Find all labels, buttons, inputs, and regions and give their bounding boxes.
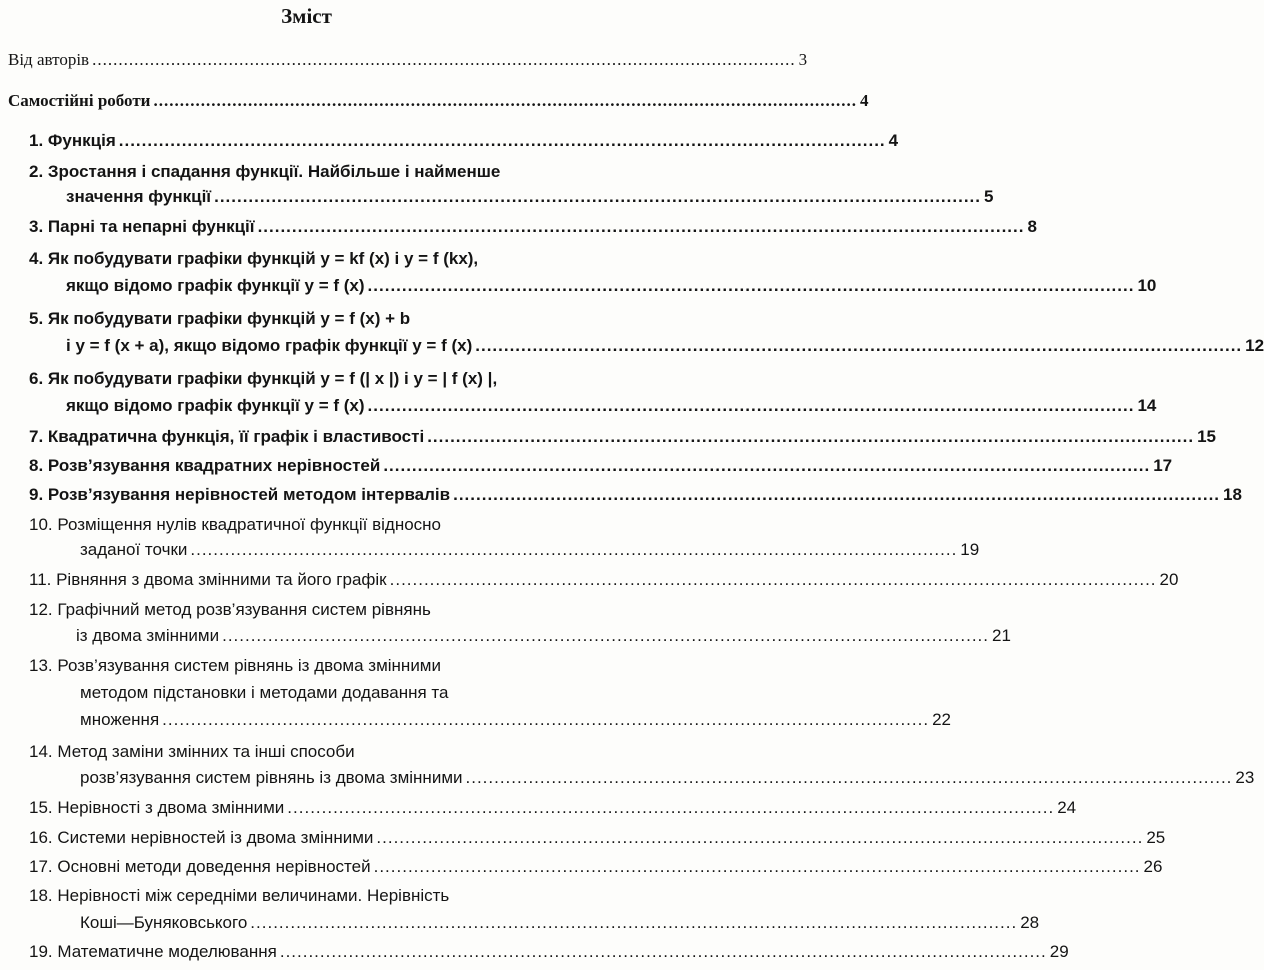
toc-entry-text: Від авторів xyxy=(8,50,90,69)
toc-entry-text: 19. Математичне моделювання xyxy=(29,942,277,961)
toc-entry-14-line1 xyxy=(29,742,606,762)
toc-entry-page: 21 xyxy=(992,626,1011,645)
toc-entry-5-line2 xyxy=(66,336,1264,356)
leader-dots: ...................................................................................................................................... xyxy=(257,217,1025,236)
toc-entry-text: множення xyxy=(80,710,160,729)
leader-dots: ...................................................................................................................................... xyxy=(373,857,1141,876)
leader-dots: ...................................................................................................................................... xyxy=(279,942,1047,961)
leader-dots: ...................................................................................................................................... xyxy=(367,396,1135,415)
toc-entry-text: якщо відомо графік функції y = f (x) xyxy=(66,396,365,415)
toc-entry-page: 24 xyxy=(1057,798,1077,817)
toc-title: Зміст xyxy=(281,4,332,28)
toc-entry-13-line2 xyxy=(80,683,606,703)
toc-entry-text: 7. Квадратична функція, її графік і властивості xyxy=(29,427,425,446)
toc-entry-text: 9. Розв’язування нерівностей методом інтервалів xyxy=(29,485,451,504)
toc-entry-4-line1 xyxy=(29,249,606,269)
toc-entry-text: 1. Функція xyxy=(29,131,116,150)
toc-entry-6-line1 xyxy=(29,369,606,389)
toc-entry-page: 17 xyxy=(1153,456,1173,475)
toc-entry-11 xyxy=(29,570,1179,590)
toc-entry-15 xyxy=(29,798,1077,818)
toc-entry-9 xyxy=(29,485,1242,505)
toc-entry-independent xyxy=(8,91,869,111)
toc-entry-text: заданої точки xyxy=(80,540,188,559)
toc-entry-text: 2. Зростання і спадання функції. Найбільше і найменше xyxy=(29,162,501,181)
toc-entry-10-line1 xyxy=(29,515,606,535)
toc-entry-page: 12 xyxy=(1245,336,1264,355)
leader-dots: ...................................................................................................................................... xyxy=(427,427,1195,446)
toc-entry-page: 8 xyxy=(1027,217,1037,236)
toc-entry-18-line1 xyxy=(29,886,606,906)
toc-entry-text: якщо відомо графік функції y = f (x) xyxy=(66,276,365,295)
leader-dots: ...................................................................................................................................... xyxy=(475,336,1243,355)
toc-entry-page: 22 xyxy=(932,710,951,729)
toc-entry-5-line1 xyxy=(29,309,606,329)
toc-entry-4-line2 xyxy=(66,276,1157,296)
toc-entry-text: і y = f (x + a), якщо відомо графік функції y = f (x) xyxy=(66,336,473,355)
toc-entry-text: 13. Розв’язування систем рівнянь із двома змінними xyxy=(29,656,441,675)
leader-dots: ...................................................................................................................................... xyxy=(118,131,886,150)
toc-entry-authors xyxy=(8,50,808,70)
toc-entry-text: Самостійні роботи xyxy=(8,91,151,110)
toc-entry-text: 6. Як побудувати графіки функцій y = f (| x |) і y = | f (x) |, xyxy=(29,369,498,388)
toc-entry-text: 15. Нерівності з двома змінними xyxy=(29,798,285,817)
leader-dots: ...................................................................................................................................... xyxy=(465,768,1233,787)
toc-entry-19 xyxy=(29,942,1069,962)
leader-dots: ...................................................................................................................................... xyxy=(153,91,857,110)
leader-dots: ...................................................................................................................................... xyxy=(389,570,1157,589)
toc-entry-page: 29 xyxy=(1049,942,1069,961)
toc-entry-1 xyxy=(29,131,899,151)
leader-dots: ...................................................................................................................................... xyxy=(287,798,1055,817)
toc-entry-page: 4 xyxy=(888,131,899,150)
toc-entry-page: 18 xyxy=(1223,485,1242,504)
toc-entry-text: 14. Метод заміни змінних та інші способи xyxy=(29,742,355,761)
toc-entry-text: із двома змінними xyxy=(76,626,220,645)
leader-dots: ...................................................................................................................................... xyxy=(383,456,1151,475)
toc-entry-text: Коші—Буняковського xyxy=(80,913,248,932)
leader-dots: ...................................................................................................................................... xyxy=(92,50,796,69)
leader-dots: ...................................................................................................................................... xyxy=(453,485,1221,504)
toc-entry-text: 5. Як побудувати графіки функцій y = f (x) + b xyxy=(29,309,411,328)
toc-entry-page: 3 xyxy=(798,50,808,69)
toc-entry-16 xyxy=(29,828,1166,848)
toc-entry-text: значення функції xyxy=(66,187,212,206)
toc-entry-text: 11. Рівняння з двома змінними та його графік xyxy=(29,570,387,589)
leader-dots: ...................................................................................................................................... xyxy=(367,276,1135,295)
leader-dots: ...................................................................................................................................... xyxy=(376,828,1144,847)
toc-entry-2-line2 xyxy=(66,187,994,207)
toc-entry-7 xyxy=(29,427,1217,447)
toc-entry-page: 4 xyxy=(859,91,869,110)
toc-entry-8 xyxy=(29,456,1173,476)
toc-entry-12-line1 xyxy=(29,600,606,620)
toc-entry-text: 4. Як побудувати графіки функцій y = kf (x) і y = f (kx), xyxy=(29,249,479,268)
toc-entry-page: 28 xyxy=(1020,913,1040,932)
toc-entry-page: 14 xyxy=(1137,396,1157,415)
toc-entry-text: 16. Системи нерівностей із двома змінними xyxy=(29,828,374,847)
leader-dots: ...................................................................................................................................... xyxy=(214,187,981,206)
toc-entry-page: 19 xyxy=(960,540,980,559)
leader-dots: ...................................................................................................................................... xyxy=(222,626,989,645)
toc-entry-text: методом підстановки і методами додавання та xyxy=(80,683,449,702)
toc-entry-text: розв’язування систем рівнянь із двома змінними xyxy=(80,768,463,787)
toc-entry-page: 15 xyxy=(1197,427,1217,446)
toc-entry-10-line2 xyxy=(80,540,980,560)
toc-entry-text: 17. Основні методи доведення нерівностей xyxy=(29,857,371,876)
toc-entry-6-line2 xyxy=(66,396,1157,416)
toc-entry-page: 20 xyxy=(1159,570,1179,589)
toc-entry-12-line2 xyxy=(76,626,1011,646)
toc-entry-13-line1 xyxy=(29,656,606,676)
toc-entry-18-line2 xyxy=(80,913,1040,933)
toc-entry-2-line1 xyxy=(29,162,606,182)
toc-entry-text: 12. Графічний метод розв’язування систем рівнянь xyxy=(29,600,431,619)
toc-entry-text: 18. Нерівності між середніми величинами. Нерівність xyxy=(29,886,450,905)
toc-entry-text: 10. Розміщення нулів квадратичної функції відносно xyxy=(29,515,442,534)
toc-entry-14-line2 xyxy=(80,768,1255,788)
toc-entry-13-line3 xyxy=(80,710,951,730)
toc-entry-page: 5 xyxy=(984,187,994,206)
toc-entry-text: 3. Парні та непарні функції xyxy=(29,217,255,236)
toc-entry-page: 25 xyxy=(1146,828,1166,847)
leader-dots: ...................................................................................................................................... xyxy=(250,913,1018,932)
toc-entry-page: 23 xyxy=(1235,768,1255,787)
toc-entry-3 xyxy=(29,217,1037,237)
toc-entry-page: 10 xyxy=(1137,276,1157,295)
toc-entry-page: 26 xyxy=(1143,857,1163,876)
toc-entry-17 xyxy=(29,857,1163,877)
toc-entry-text: 8. Розв’язування квадратних нерівностей xyxy=(29,456,381,475)
leader-dots: ...................................................................................................................................... xyxy=(190,540,958,559)
leader-dots: ...................................................................................................................................... xyxy=(162,710,930,729)
